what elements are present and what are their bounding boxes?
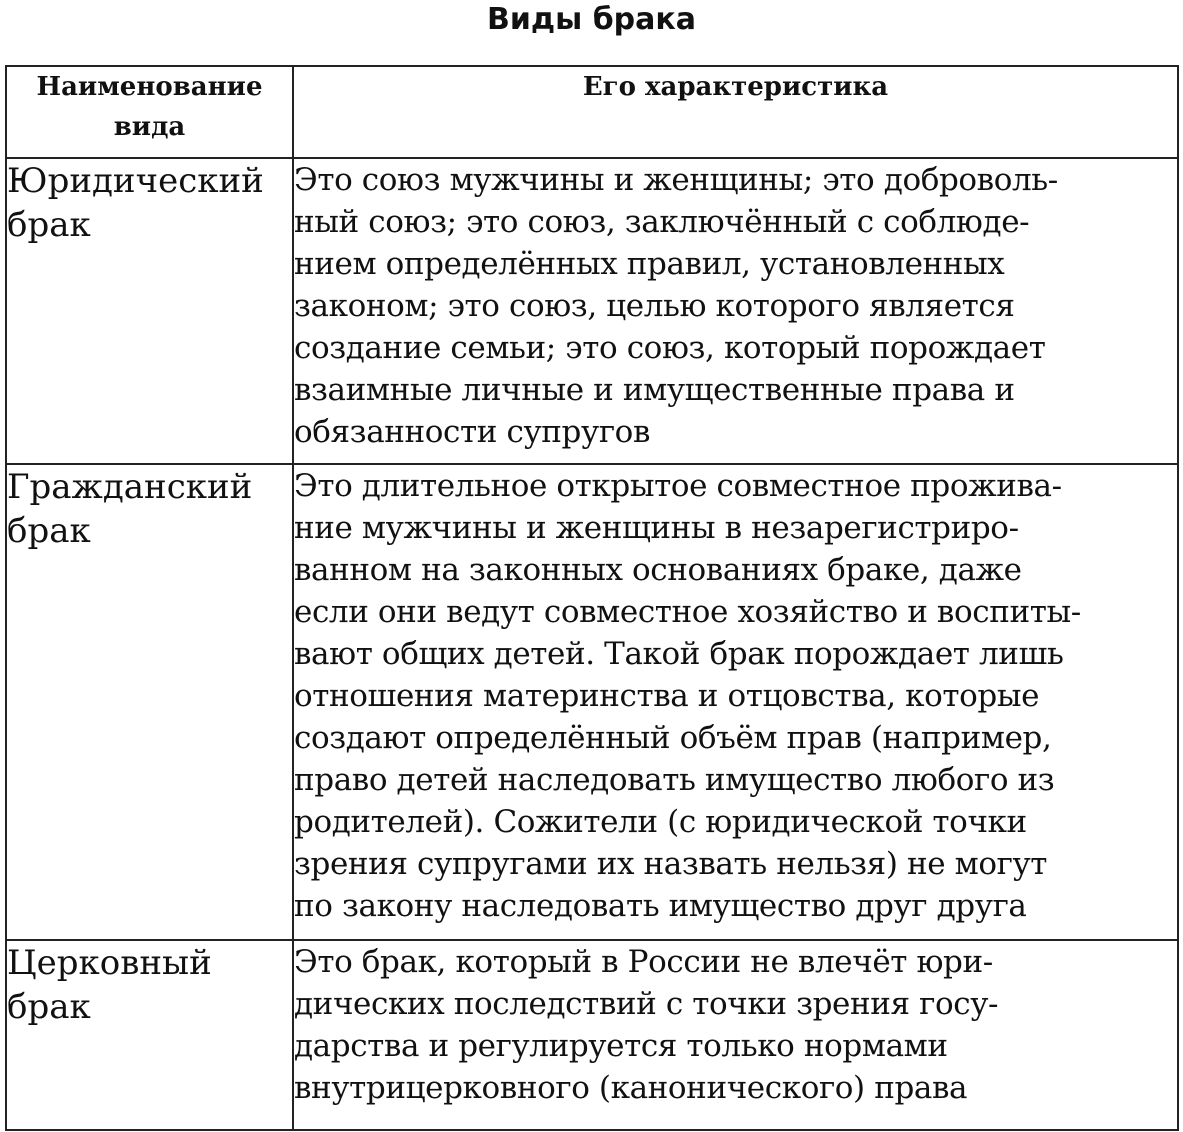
description-line: по закону наследовать имущество друг друга [294, 888, 1027, 924]
description-line: дических последствий с точки зрения госу- [294, 986, 999, 1022]
row-description [293, 464, 1178, 940]
row-type-name [6, 940, 293, 1130]
header-type-name [6, 66, 293, 158]
table-row [6, 158, 1178, 464]
marriage-types-table [5, 65, 1179, 1131]
description-line: внутрицерковного (канонического) права [294, 1070, 968, 1106]
table-row [6, 940, 1178, 1130]
description-line: создание семьи; это союз, который порождает [294, 330, 1046, 366]
header-type-name-line: Наименование [36, 72, 263, 102]
header-characteristic [293, 66, 1178, 158]
type-name-line: брак [7, 987, 91, 1027]
header-type-name-line: вида [113, 112, 186, 142]
description-line: взаимные личные и имущественные права и [294, 372, 1015, 408]
row-description [293, 940, 1178, 1130]
description-line: законом; это союз, целью которого является [294, 288, 1015, 324]
description-line: отношения материнства и отцовства, которые [294, 678, 1040, 714]
type-name-line: брак [7, 511, 91, 551]
row-type-name [6, 158, 293, 464]
description-line: право детей наследовать имущество любого из [294, 762, 1055, 798]
header-characteristic-label: Его характеристика [582, 72, 889, 102]
page-title: Виды брака [487, 2, 696, 37]
type-name-line: Церковный [7, 943, 212, 983]
description-line: ванном на законных основаниях браке, даже [294, 552, 1022, 588]
description-line: вают общих детей. Такой брак порождает лишь [294, 636, 1064, 672]
description-line: дарства и регулируется только нормами [294, 1028, 948, 1064]
type-name-line: брак [7, 205, 91, 245]
table-row [6, 464, 1178, 940]
description-line: Это союз мужчины и женщины; это доброволь- [294, 162, 1058, 198]
table-header-row [6, 66, 1178, 158]
row-type-name [6, 464, 293, 940]
description-line: обязанности супругов [294, 414, 650, 450]
row-description [293, 158, 1178, 464]
description-line: родителей). Сожители (с юридической точки [294, 804, 1027, 840]
description-line: зрения супругами их назвать нельзя) не могут [294, 846, 1048, 882]
description-line: нием определённых правил, установленных [294, 246, 1005, 282]
description-line: создают определённый объём прав (например, [294, 720, 1052, 756]
type-name-line: Юридический [7, 161, 264, 201]
description-line: ние мужчины и женщины в незарегистриро- [294, 510, 1019, 546]
description-line: если они ведут совместное хозяйство и воспиты- [294, 594, 1081, 630]
description-line: Это брак, который в России не влечёт юри- [294, 944, 993, 980]
type-name-line: Гражданский [7, 467, 253, 507]
description-line: Это длительное открытое совместное прожива- [294, 468, 1062, 504]
description-line: ный союз; это союз, заключённый с соблюде- [294, 204, 1030, 240]
